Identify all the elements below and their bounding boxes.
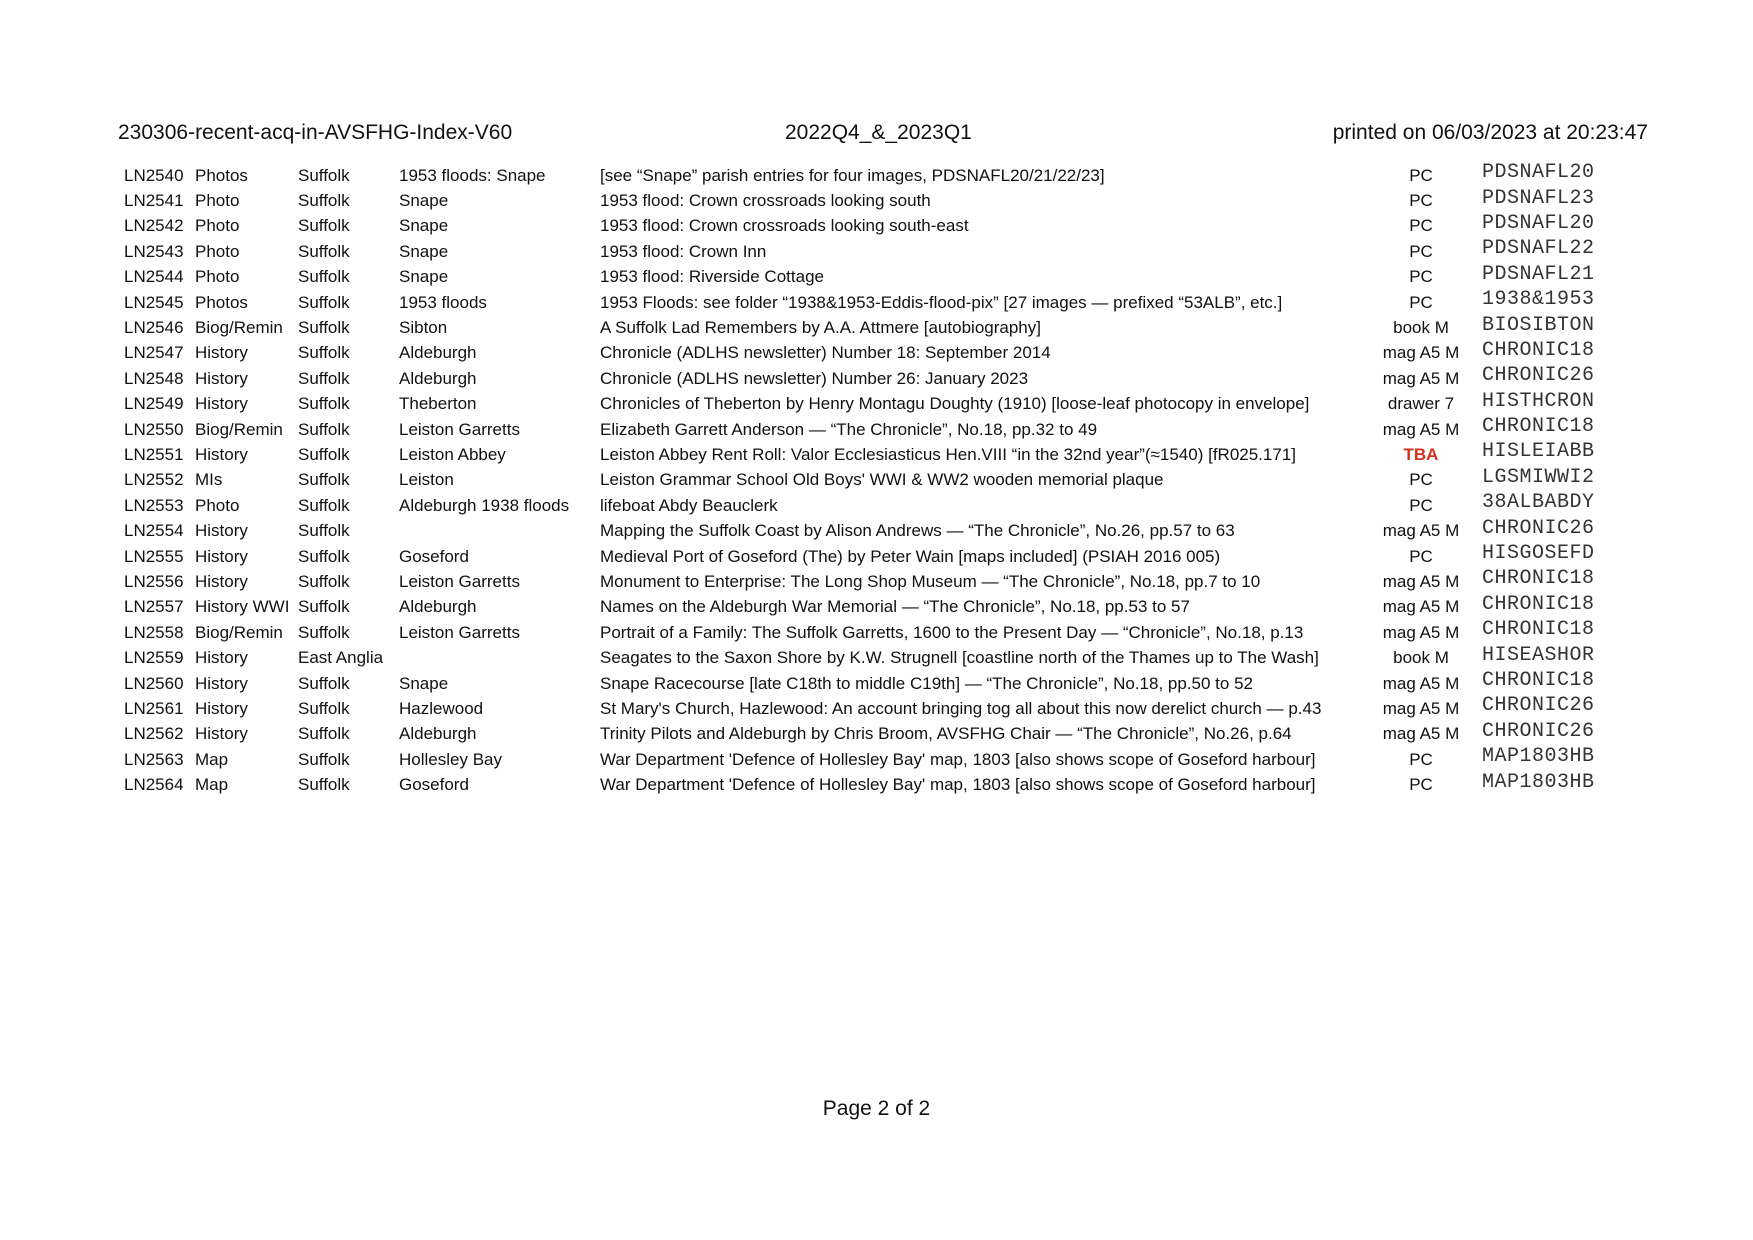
location-cell: PC [1409, 495, 1433, 515]
table-row [124, 417, 1622, 442]
table-row [124, 341, 1622, 366]
place-cell [399, 645, 600, 670]
ref-cell: LN2557 [124, 597, 184, 617]
county-cell: Suffolk [298, 698, 350, 718]
location-cell: PC [1409, 749, 1433, 769]
county-cell: Suffolk [298, 191, 350, 211]
location-cell: TBA [1403, 444, 1439, 464]
place-cell: Snape [399, 216, 449, 236]
table-row [124, 315, 1622, 340]
type-cell: Map [195, 775, 229, 795]
table-row [124, 544, 1622, 569]
code-cell: CHRONIC26 [1482, 694, 1595, 718]
table-row [124, 518, 1622, 543]
code-cell: HISTHCRON [1482, 389, 1595, 413]
table-row [124, 442, 1622, 467]
acquisitions-index-table [124, 163, 1622, 798]
place-cell: Snape [399, 241, 449, 261]
ref-cell: LN2552 [124, 470, 184, 490]
location-cell: PC [1409, 267, 1433, 287]
description-cell: St Mary's Church, Hazlewood: An account bringing tog all about this now derelict church — p.43 [600, 698, 1322, 718]
code-cell: BIOSIBTON [1482, 313, 1595, 337]
description-cell: Elizabeth Garrett Anderson — “The Chronicle”, No.18, pp.32 to 49 [600, 419, 1098, 439]
type-cell: Photo [195, 267, 240, 287]
ref-cell: LN2540 [124, 165, 184, 185]
code-cell: PDSNAFL20 [1482, 161, 1595, 185]
description-cell: Names on the Aldeburgh War Memorial — “The Chronicle”, No.18, pp.53 to 57 [600, 597, 1190, 617]
ref-cell: LN2546 [124, 318, 184, 338]
code-cell: CHRONIC26 [1482, 364, 1595, 388]
county-cell: Suffolk [298, 267, 350, 287]
table-row [124, 722, 1622, 747]
place-cell: Aldeburgh [399, 724, 477, 744]
place-cell: Hazlewood [399, 698, 484, 718]
type-cell: MIs [195, 470, 223, 490]
ref-cell: LN2549 [124, 394, 184, 414]
ref-cell: LN2558 [124, 622, 184, 642]
type-cell: History WWI [195, 597, 290, 617]
location-cell: book M [1393, 318, 1449, 338]
code-cell: MAP1803HB [1482, 770, 1595, 794]
type-cell: Biog/Remin [195, 318, 283, 338]
type-cell: Photo [195, 216, 240, 236]
code-cell: CHRONIC26 [1482, 516, 1595, 540]
location-cell: book M [1393, 648, 1449, 668]
page-header [118, 121, 1648, 149]
place-cell: Leiston Garretts [399, 622, 520, 642]
ref-cell: LN2560 [124, 673, 184, 693]
place-cell: Aldeburgh [399, 597, 477, 617]
description-cell: Chronicles of Theberton by Henry Montagu Doughty (1910) [loose-leaf photocopy in envelope] [600, 394, 1310, 414]
place-cell: Snape [399, 673, 449, 693]
description-cell: A Suffolk Lad Remembers by A.A. Attmere [autobiography] [600, 318, 1041, 338]
county-cell: Suffolk [298, 495, 350, 515]
code-cell: CHRONIC18 [1482, 669, 1595, 692]
place-cell: Goseford [399, 775, 469, 795]
place-cell: Leiston [399, 470, 454, 490]
county-cell: Suffolk [298, 419, 350, 439]
ref-cell: LN2562 [124, 724, 184, 744]
code-cell: HISGOSEFD [1482, 542, 1595, 566]
table-row [124, 671, 1622, 696]
description-cell: 1953 flood: Crown Inn [600, 241, 767, 261]
county-cell: Suffolk [298, 165, 350, 185]
description-cell: Mapping the Suffolk Coast by Alison Andrews — “The Chronicle”, No.26, pp.57 to 63 [600, 521, 1235, 541]
county-cell: Suffolk [298, 571, 350, 591]
place-cell: Snape [399, 191, 449, 211]
table-row [124, 239, 1622, 264]
code-cell: PDSNAFL22 [1482, 237, 1595, 261]
description-cell: Leiston Grammar School Old Boys' WWI & WW2 wooden memorial plaque [600, 470, 1164, 490]
type-cell: History [195, 648, 248, 668]
location-cell: PC [1409, 775, 1433, 795]
county-cell: Suffolk [298, 724, 350, 744]
location-cell: PC [1409, 470, 1433, 490]
table-row [124, 290, 1622, 315]
location-cell: mag A5 M [1382, 571, 1460, 591]
ref-cell: LN2559 [124, 648, 184, 668]
county-cell: Suffolk [298, 597, 350, 617]
ref-cell: LN2551 [124, 444, 184, 464]
description-cell: Medieval Port of Goseford (The) by Peter Wain [maps included] (PSIAH 2016 005) [600, 546, 1221, 566]
description-cell: Seagates to the Saxon Shore by K.W. Strugnell [coastline north of the Thames up to The Wash] [600, 648, 1319, 668]
type-cell: Photo [195, 241, 240, 261]
place-cell: Theberton [399, 394, 477, 414]
location-cell: PC [1409, 191, 1433, 211]
location-cell: PC [1409, 165, 1433, 185]
code-cell: CHRONIC18 [1482, 592, 1595, 616]
location-cell: mag A5 M [1382, 622, 1460, 642]
place-cell: Hollesley Bay [399, 749, 502, 769]
description-cell: Chronicle (ADLHS newsletter) Number 18: September 2014 [600, 343, 1051, 363]
place-cell [399, 518, 600, 543]
type-cell: Photos [195, 165, 248, 185]
description-cell: Monument to Enterprise: The Long Shop Museum — “The Chronicle”, No.18, pp.7 to 10 [600, 571, 1261, 591]
type-cell: Photo [195, 495, 240, 515]
place-cell: Aldeburgh [399, 368, 477, 388]
county-cell: Suffolk [298, 292, 350, 312]
table-row [124, 392, 1622, 417]
table-row [124, 468, 1622, 493]
county-cell: Suffolk [298, 622, 350, 642]
code-cell: PDSNAFL21 [1482, 262, 1595, 286]
county-cell: Suffolk [298, 343, 350, 363]
code-cell: MAP1803HB [1482, 745, 1595, 769]
ref-cell: LN2553 [124, 495, 184, 515]
ref-cell: LN2561 [124, 698, 184, 718]
county-cell: Suffolk [298, 241, 350, 261]
table-row [124, 214, 1622, 239]
table-row [124, 569, 1622, 594]
description-cell: War Department 'Defence of Hollesley Bay' map, 1803 [also shows scope of Goseford harbour] [600, 749, 1316, 769]
ref-cell: LN2564 [124, 775, 184, 795]
type-cell: History [195, 521, 248, 541]
page-number: Page 2 of 2 [822, 1097, 931, 1120]
location-cell: mag A5 M [1382, 521, 1460, 541]
table-row [124, 493, 1622, 518]
description-cell: 1953 Floods: see folder “1938&1953-Eddis-flood-pix” [27 images — prefixed “53ALB”, etc.] [600, 292, 1283, 312]
ref-cell: LN2544 [124, 267, 184, 287]
description-cell: War Department 'Defence of Hollesley Bay' map, 1803 [also shows scope of Goseford harbour] [600, 775, 1316, 795]
code-cell: 38ALBABDY [1482, 491, 1595, 515]
place-cell: Leiston Abbey [399, 444, 506, 464]
type-cell: History [195, 444, 248, 464]
code-cell: CHRONIC18 [1482, 618, 1595, 642]
description-cell: 1953 flood: Crown crossroads looking south-east [600, 216, 969, 236]
type-cell: History [195, 571, 248, 591]
place-cell: 1953 floods: Snape [399, 165, 546, 185]
type-cell: Photo [195, 191, 240, 211]
location-cell: mag A5 M [1382, 343, 1460, 363]
type-cell: Map [195, 749, 229, 769]
location-cell: PC [1409, 292, 1433, 312]
code-cell: PDSNAFL23 [1482, 186, 1595, 210]
ref-cell: LN2541 [124, 191, 184, 211]
code-cell: 1938&1953 [1482, 288, 1595, 312]
type-cell: History [195, 343, 248, 363]
table-row [124, 696, 1622, 721]
description-cell: lifeboat Abdy Beauclerk [600, 495, 778, 515]
county-cell: Suffolk [298, 749, 350, 769]
county-cell: Suffolk [298, 216, 350, 236]
ref-cell: LN2547 [124, 343, 184, 363]
code-cell: HISLEIABB [1482, 440, 1595, 464]
county-cell: Suffolk [298, 394, 350, 414]
place-cell: 1953 floods [399, 292, 487, 312]
description-cell: 1953 flood: Crown crossroads looking south [600, 191, 931, 211]
place-cell: Aldeburgh [399, 343, 477, 363]
page-footer [0, 1097, 1753, 1121]
description-cell: 1953 flood: Riverside Cottage [600, 267, 824, 287]
place-cell: Aldeburgh 1938 floods [399, 495, 570, 515]
type-cell: History [195, 368, 248, 388]
county-cell: Suffolk [298, 444, 350, 464]
ref-cell: LN2543 [124, 241, 184, 261]
ref-cell: LN2542 [124, 216, 184, 236]
table-row [124, 595, 1622, 620]
location-cell: mag A5 M [1382, 673, 1460, 693]
table-row [124, 747, 1622, 772]
county-cell: Suffolk [298, 546, 350, 566]
type-cell: Biog/Remin [195, 622, 283, 642]
table-row [124, 188, 1622, 213]
ref-cell: LN2554 [124, 521, 184, 541]
code-cell: CHRONIC18 [1482, 567, 1595, 591]
location-cell: mag A5 M [1382, 724, 1460, 744]
table-row [124, 366, 1622, 391]
document-name: 230306-recent-acq-in-AVSFHG-Index-V60 [118, 121, 513, 144]
code-cell: PDSNAFL20 [1482, 211, 1595, 235]
period-label: 2022Q4_&_2023Q1 [785, 121, 972, 144]
location-cell: PC [1409, 546, 1433, 566]
county-cell: Suffolk [298, 318, 350, 338]
code-cell: LGSMIWWI2 [1482, 465, 1595, 489]
location-cell: mag A5 M [1382, 419, 1460, 439]
county-cell: Suffolk [298, 775, 350, 795]
description-cell: Trinity Pilots and Aldeburgh by Chris Broom, AVSFHG Chair — “The Chronicle”, No.26, p.64 [600, 724, 1292, 744]
table-row [124, 620, 1622, 645]
table-row [124, 772, 1622, 797]
place-cell: Snape [399, 267, 449, 287]
ref-cell: LN2563 [124, 749, 184, 769]
ref-cell: LN2550 [124, 419, 184, 439]
county-cell: Suffolk [298, 470, 350, 490]
location-cell: mag A5 M [1382, 368, 1460, 388]
location-cell: PC [1409, 241, 1433, 261]
place-cell: Leiston Garretts [399, 571, 520, 591]
code-cell: HISEASHOR [1482, 643, 1595, 667]
county-cell: East Anglia [298, 648, 384, 668]
printed-timestamp: printed on 06/03/2023 at 20:23:47 [1332, 121, 1648, 144]
location-cell: drawer 7 [1387, 394, 1455, 414]
description-cell: [see “Snape” parish entries for four images, PDSNAFL20/21/22/23] [600, 165, 1105, 185]
description-cell: Portrait of a Family: The Suffolk Garretts, 1600 to the Present Day — “Chronicle”, No.18, p.13 [600, 622, 1304, 642]
code-cell: CHRONIC18 [1482, 338, 1595, 362]
county-cell: Suffolk [298, 521, 350, 541]
table-body [124, 163, 1622, 798]
code-cell: CHRONIC26 [1482, 719, 1595, 743]
ref-cell: LN2556 [124, 571, 184, 591]
table-row [124, 163, 1622, 188]
county-cell: Suffolk [298, 673, 350, 693]
place-cell: Leiston Garretts [399, 419, 520, 439]
code-cell: CHRONIC18 [1482, 415, 1595, 439]
type-cell: Photos [195, 292, 248, 312]
ref-cell: LN2548 [124, 368, 184, 388]
description-cell: Snape Racecourse [late C18th to middle C19th] — “The Chronicle”, No.18, pp.50 to 52 [600, 673, 1253, 693]
location-cell: mag A5 M [1382, 698, 1460, 718]
type-cell: History [195, 673, 248, 693]
type-cell: History [195, 546, 248, 566]
type-cell: Biog/Remin [195, 419, 283, 439]
county-cell: Suffolk [298, 368, 350, 388]
ref-cell: LN2555 [124, 546, 184, 566]
location-cell: PC [1409, 216, 1433, 236]
table-row [124, 265, 1622, 290]
type-cell: History [195, 394, 248, 414]
location-cell: mag A5 M [1382, 597, 1460, 617]
description-cell: Leiston Abbey Rent Roll: Valor Ecclesiasticus Hen.VIII “in the 32nd year”(≈1540) [fR025.171] [600, 444, 1296, 464]
place-cell: Goseford [399, 546, 469, 566]
type-cell: History [195, 724, 248, 744]
type-cell: History [195, 698, 248, 718]
place-cell: Sibton [399, 318, 448, 338]
table-row [124, 645, 1622, 670]
ref-cell: LN2545 [124, 292, 184, 312]
description-cell: Chronicle (ADLHS newsletter) Number 26: January 2023 [600, 368, 1029, 388]
